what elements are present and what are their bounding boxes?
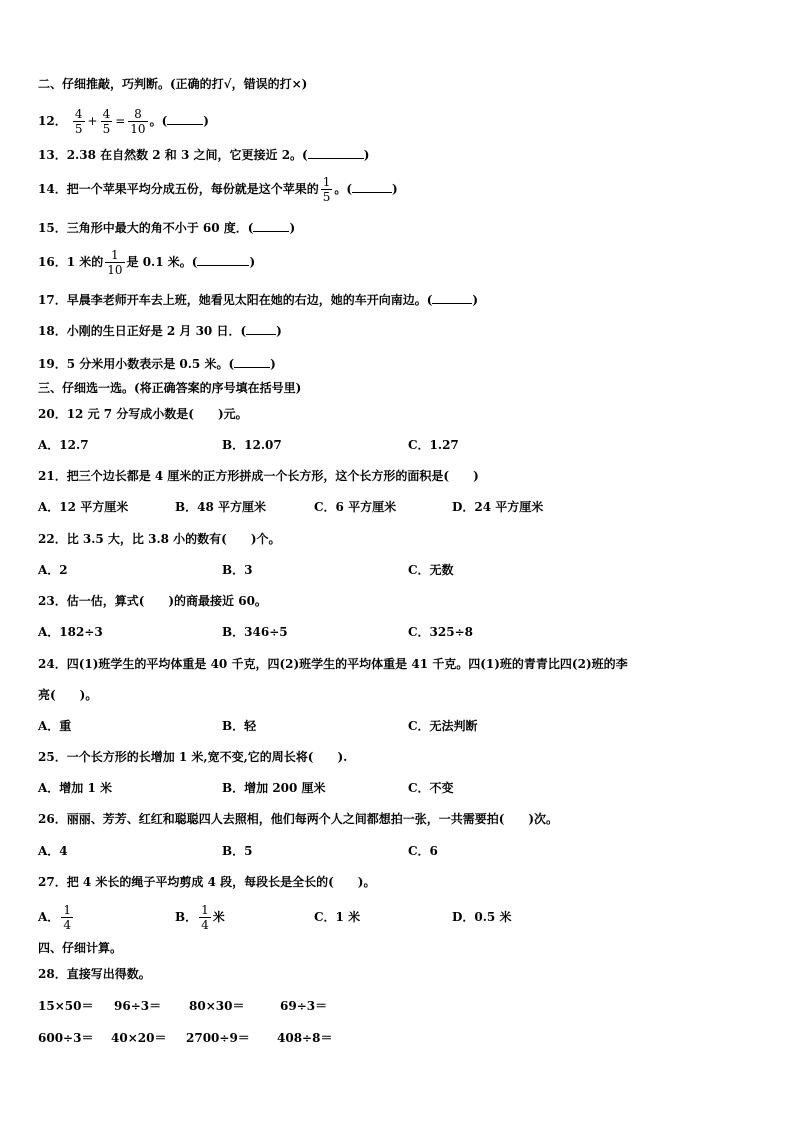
question-24: 24．四(1)班学生的平均体重是 40 千克，四(2)班学生的平均体重是 41 千克。四(1)班的青青比四(2)班的李 — [38, 657, 628, 671]
option-c[interactable]: C．无数 — [408, 563, 454, 577]
question-13: 13．2.38 在自然数 2 和 3 之间，它更接近 2。( ) — [38, 148, 370, 162]
calc-item: 408÷8＝ — [277, 1031, 333, 1045]
answer-blank[interactable] — [432, 291, 472, 304]
option-a[interactable]: A． $\frac{1}{4}$ — [38, 903, 71, 932]
option-c[interactable]: C．不变 — [408, 781, 454, 795]
question-21: 21．把三个边长都是 4 厘米的正方形拼成一个长方形，这个长方形的面积是( ) — [38, 469, 479, 483]
question-23: 23．估一估，算式( )的商最接近 60。 — [38, 594, 267, 608]
question-14: 14．把一个苹果平均分成五份，每份就是这个苹果的 $\frac{1}{5}$ 。( ) — [38, 175, 398, 204]
option-c[interactable]: C．1.27 — [408, 438, 459, 452]
question-20: 20．12 元 7 分写成小数是( )元。 — [38, 407, 248, 421]
option-c[interactable]: C．1 米 — [314, 910, 361, 924]
option-a[interactable]: A．12 平方厘米 — [38, 500, 129, 514]
fraction: $\frac{1}{4}$ — [63, 903, 71, 932]
option-b[interactable]: B．3 — [222, 563, 253, 577]
option-c[interactable]: C．6 — [408, 844, 438, 858]
option-b[interactable]: B．轻 — [222, 719, 257, 733]
option-a[interactable]: A．重 — [38, 719, 72, 733]
option-b[interactable]: B．346÷5 — [222, 625, 288, 639]
fraction: $\frac{8}{10}$ — [130, 107, 146, 136]
section-2-heading: 二、仔细推敲，巧判断。(正确的打√，错误的打×) — [38, 77, 308, 91]
fraction: $\frac{1}{4}$ — [201, 903, 209, 932]
question-16: 16．1 米的 $\frac{1}{10}$ 是 0.1 米。( ) — [38, 248, 256, 277]
option-b[interactable]: B． $\frac{1}{4}$ 米 — [175, 903, 225, 932]
fraction: $\frac{4}{5}$ — [102, 107, 111, 136]
calc-item: 80×30＝ — [189, 999, 245, 1013]
option-c[interactable]: C．6 平方厘米 — [314, 500, 397, 514]
question-26: 26．丽丽、芳芳、红红和聪聪四人去照相，他们每两个人之间都想拍一张，一共需要拍( )次。 — [38, 812, 559, 826]
option-a[interactable]: A．182÷3 — [38, 625, 103, 639]
calc-item: 2700÷9＝ — [186, 1031, 250, 1045]
question-19: 19．5 分米用小数表示是 0.5 米。( ) — [38, 357, 276, 371]
option-a[interactable]: A．12.7 — [38, 438, 89, 452]
option-b[interactable]: B．48 平方厘米 — [175, 500, 267, 514]
answer-blank[interactable] — [352, 180, 392, 193]
fraction: $\frac{1}{5}$ — [322, 175, 331, 204]
answer-blank[interactable] — [246, 322, 276, 335]
question-18: 18．小刚的生日正好是 2 月 30 日．( ) — [38, 324, 282, 338]
option-c[interactable]: C．无法判断 — [408, 719, 478, 733]
option-a[interactable]: A．增加 1 米 — [38, 781, 113, 795]
option-b[interactable]: B．5 — [222, 844, 253, 858]
option-d[interactable]: D．24 平方厘米 — [452, 500, 544, 514]
section-3-heading: 三、仔细选一选。(将正确答案的序号填在括号里) — [38, 381, 302, 395]
question-24-continued: 亮( )。 — [38, 688, 98, 702]
answer-blank[interactable] — [253, 219, 289, 232]
calc-item: 69÷3＝ — [280, 999, 328, 1013]
option-a[interactable]: A．4 — [38, 844, 68, 858]
calc-item: 15×50＝ — [38, 999, 94, 1013]
question-12: 12． $\frac{4}{5}$ + $\frac{4}{5}$ = $\frac{8}{10}$ 。( ) — [38, 107, 209, 136]
option-a[interactable]: A．2 — [38, 563, 68, 577]
question-27: 27．把 4 米长的绳子平均剪成 4 段，每段长是全长的( )。 — [38, 875, 376, 889]
question-22: 22．比 3.5 大，比 3.8 小的数有( )个。 — [38, 532, 281, 546]
question-28: 28．直接写出得数。 — [38, 967, 151, 981]
section-4-heading: 四、仔细计算。 — [38, 941, 123, 955]
fraction: $\frac{4}{5}$ — [74, 107, 83, 136]
option-c[interactable]: C．325÷8 — [408, 625, 474, 639]
answer-blank[interactable] — [197, 253, 249, 266]
calc-item: 96÷3＝ — [114, 999, 162, 1013]
calc-item: 600÷3＝ — [38, 1031, 94, 1045]
question-17: 17．早晨李老师开车去上班，她看见太阳在她的右边，她的车开向南边。( ) — [38, 293, 479, 307]
question-25: 25．一个长方形的长增加 1 米,宽不变,它的周长将( ). — [38, 750, 348, 764]
option-b[interactable]: B．增加 200 厘米 — [222, 781, 326, 795]
option-b[interactable]: B．12.07 — [222, 438, 282, 452]
fraction: $\frac{1}{10}$ — [107, 248, 123, 277]
option-d[interactable]: D．0.5 米 — [452, 910, 512, 924]
calc-item: 40×20＝ — [111, 1031, 167, 1045]
answer-blank[interactable] — [167, 112, 203, 125]
answer-blank[interactable] — [308, 146, 364, 159]
question-15: 15．三角形中最大的角不小于 60 度．( ) — [38, 221, 296, 235]
answer-blank[interactable] — [234, 355, 270, 368]
